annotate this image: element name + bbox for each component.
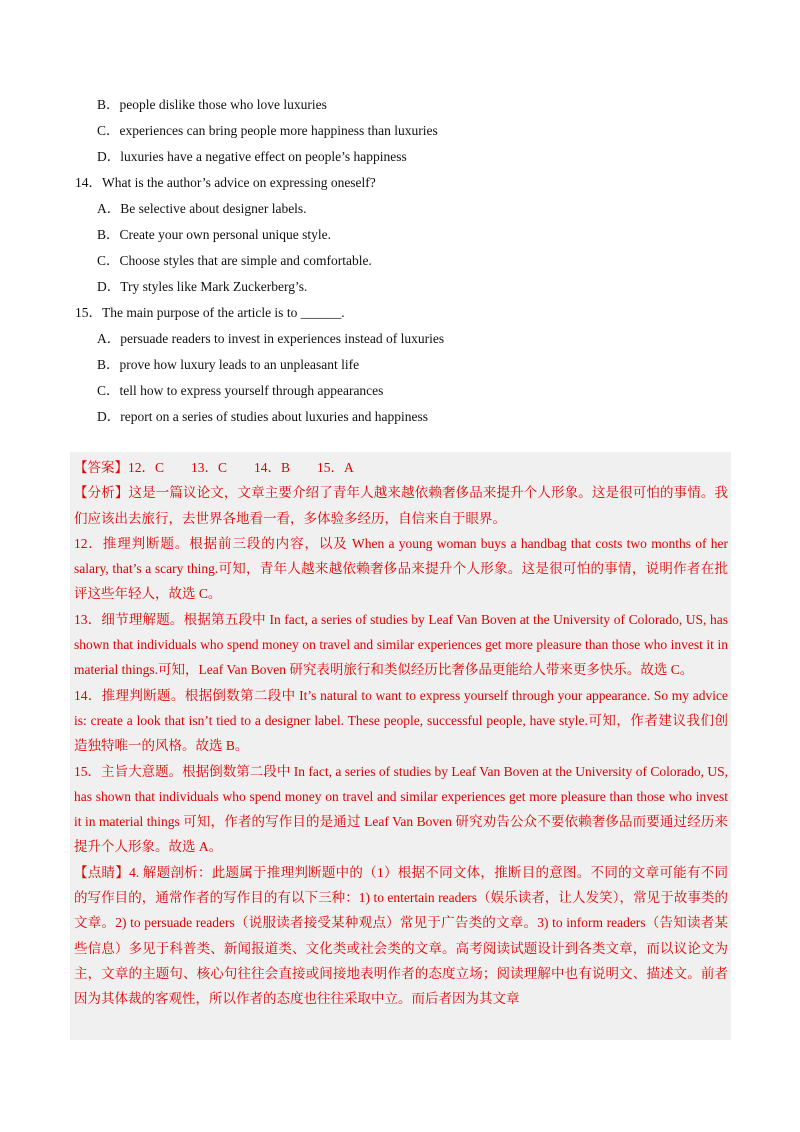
q13-option-d: D．luxuries have a negative effect on people’s happiness — [97, 149, 407, 164]
q14-option-c: C．Choose styles that are simple and comfortable. — [97, 253, 372, 268]
q15-explanation: 15．主旨大意题。根据倒数第二段中 In fact, a series of studies by Leaf Van Boven at the University of Colorado, US, has shown that individuals who spend money on travel and similar experiences get more pleasure than those who invest it in material things 可知，作者的写作目的是通过 Leaf Van Boven 研究劝告公众不要依赖奢侈品而要通过经历来提升个人形象。故选 A。 — [74, 763, 728, 855]
q12-explanation: 12．推理判断题。根据前三段的内容，以及 When a young woman buys a handbag that costs two months of her salary, that’s a scary thing.可知，青年人越来越依赖奢侈品来提升个人形象。这是很可怕的事情，说明作者在批评这些年轻人，故选 C。 — [74, 535, 728, 602]
answers-line: 【答案】12．C 13．C 14．B 15．A — [74, 460, 354, 475]
q14-option-b: B．Create your own personal unique style. — [97, 227, 331, 242]
q13-option-c: C．experiences can bring people more happiness than luxuries — [97, 123, 438, 138]
analysis-paragraph: 【分析】这是一篇议论文，文章主要介绍了青年人越来越依赖奢侈品来提升个人形象。这是很可怕的事情。我们应该出去旅行，去世界各地看一看，多体验多经历，自信来自于眼界。 — [74, 485, 728, 526]
q14-explanation: 14．推理判断题。根据倒数第二段中 It’s natural to want to express yourself through your appearance. So my advice is: create a look that isn’t tied to a designer label. These people, successful people, have style.可知，作者建议我们创造独特唯一的风格。故选 B。 — [74, 687, 728, 754]
q14-option-a: A．Be selective about designer labels. — [97, 201, 307, 216]
q15-option-c: C．tell how to express yourself through appearances — [97, 383, 384, 398]
q15-option-a: A．persuade readers to invest in experiences instead of luxuries — [97, 331, 445, 346]
q15-option-d: D．report on a series of studies about luxuries and happiness — [97, 409, 429, 424]
q14-stem: 14．What is the author’s advice on expressing oneself? — [75, 175, 376, 190]
q15-option-b: B．prove how luxury leads to an unpleasant life — [97, 357, 360, 372]
q13-explanation: 13．细节理解题。根据第五段中 In fact, a series of studies by Leaf Van Boven at the University of Colorado, US, has shown that individuals who spend money on travel and similar experiences get more pleasure than those who invest it in material things.可知，Leaf Van Boven 研究表明旅行和类似经历比奢侈品更能给人带来更多快乐。故选 C。 — [74, 611, 728, 678]
q13-option-b: B．people dislike those who love luxuries — [97, 97, 327, 112]
q14-option-d: D．Try styles like Mark Zuckerberg’s. — [97, 279, 308, 294]
q15-stem: 15．The main purpose of the article is to ______. — [75, 305, 345, 320]
tip-paragraph: 【点睛】4. 解题剖析：此题属于推理判断题中的（1）根据不同文体，推断目的意图。不同的文章可能有不同的写作目的，通常作者的写作目的有以下三种：1) to entertain readers（娱乐读者，让人发笑），常见于故事类的文章。2) to persuade readers（说服读者接受某种观点）常见于广告类的文章。3) to inform readers（告知读者某些信息）多见于科普类、新闻报道类、文化类或社会类的文章。高考阅读试题设计到各类文章，而以议论文为主，文章的主题句、核心句往往会直接或间接地表明作者的态度立场；阅读理解中也有说明文、描述文。前者因为其体裁的客观性，所以作者的态度也往往采取中立。而后者因为其文章 — [74, 864, 728, 1007]
answer-section — [74, 455, 728, 1012]
